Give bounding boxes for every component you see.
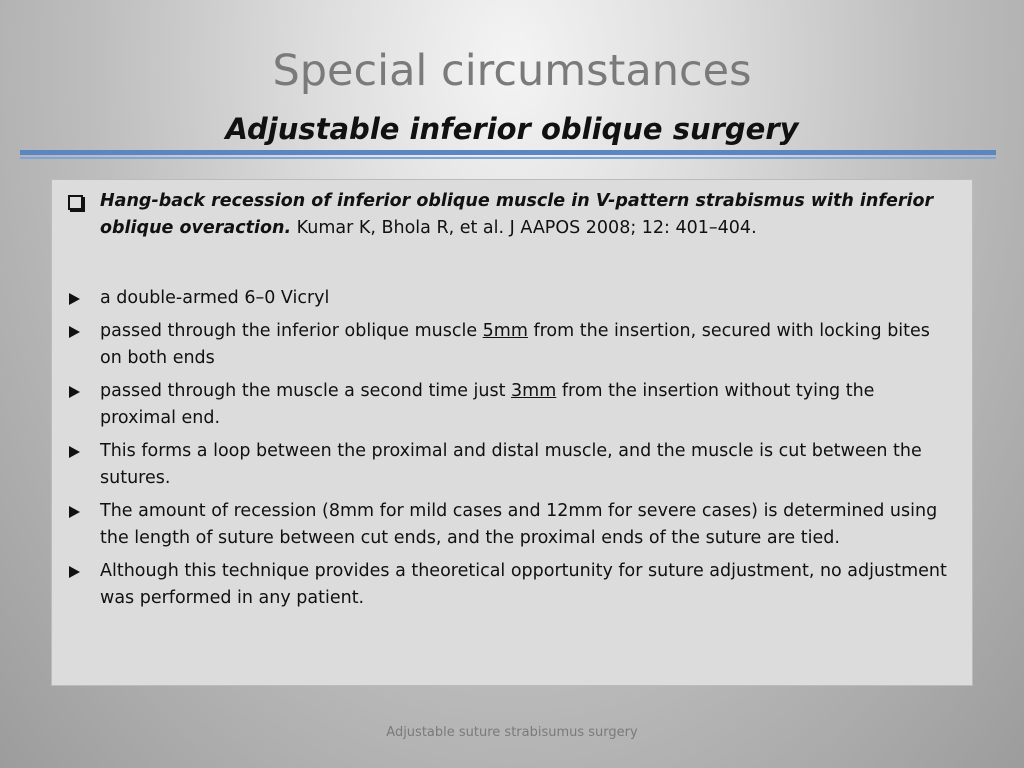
slide-footer: Adjustable suture strabisumus surgery [386,725,638,740]
list-item [68,498,948,552]
list-item-text-after: from the insertion, secured with locking bites on both ends [100,321,930,368]
list-item-text [100,378,948,432]
arrow-bullet-icon [68,378,88,407]
list-item-text: a double-armed 6–0 Vicryl [100,288,330,308]
list-item [68,378,948,432]
measurement-3mm: 3mm [511,381,557,401]
list-item-text-after: from the insertion without tying the proximal end. [100,381,875,428]
reference-citation: Kumar K, Bhola R, et al. J AAPOS 2008; 12: 401–404. [291,218,757,238]
checkbox-bullet-icon [68,188,88,219]
measurement-5mm: 5mm [482,321,528,341]
list-item-text-before: passed through the inferior oblique muscle [100,321,483,341]
title-divider-thin [20,157,996,159]
list-item [68,558,948,612]
list-item-text [100,318,948,372]
reference-title: Hang-back recession of inferior oblique muscle in V-pattern strabismus with inferior oblique overaction. [100,191,934,238]
content-box [51,179,973,686]
list-item-text: The amount of recession (8mm for mild cases and 12mm for severe cases) is determined using the length of suture between cut ends, and the proximal ends of the suture are tied. [100,501,938,548]
list-item [68,285,948,312]
list-item-text: This forms a loop between the proximal and distal muscle, and the muscle is cut between the sutures. [100,441,922,488]
arrow-bullet-icon [68,318,88,347]
title-divider-thick [20,150,996,155]
arrow-bullet-icon [68,558,88,587]
list-item-text: Although this technique provides a theoretical opportunity for suture adjustment, no adjustment was performed in any patient. [100,561,947,608]
arrow-bullet-icon [68,285,88,314]
list-item-text-before: passed through the muscle a second time just [100,381,512,401]
list-item [68,318,948,372]
reference-entry [68,188,948,242]
slide-subtitle: Adjustable inferior oblique surgery [225,112,799,146]
reference-text [100,188,948,242]
list-item [68,438,948,492]
arrow-bullet-icon [68,498,88,527]
arrow-bullet-icon [68,438,88,467]
slide-title: Special circumstances [272,46,752,96]
